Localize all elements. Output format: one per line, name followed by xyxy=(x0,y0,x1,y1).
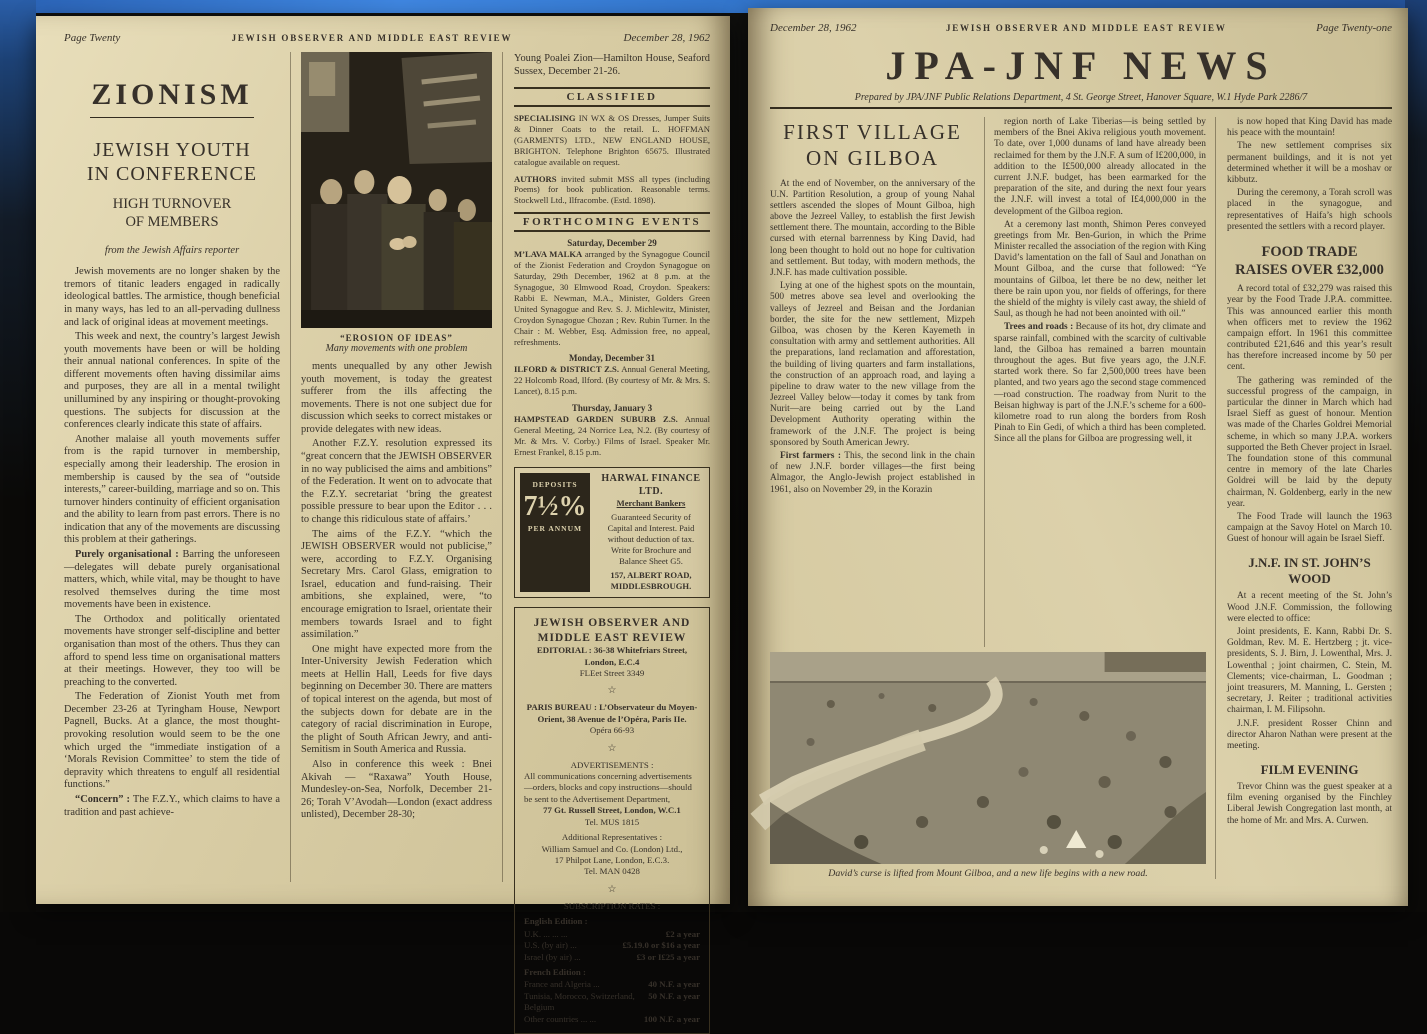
left-page xyxy=(36,16,730,1024)
left-column-2 xyxy=(290,52,502,882)
road-photo-caption: David’s curse is lifted from Mount Gilboa, and a new life begins with a new road. xyxy=(828,868,1148,879)
paragraph: region north of Lake Tiberias—is being settled by members of the Bnei Akiva religious youth movement. To date, over 1,000 dunams of land have already been reclaimed for them by the J.N.F. A sum of I£200,000, in addition to the I£500,000 already allocated in the current J.N.F. budget, has been earmarked for the preparation of the site, and during the next four years the J.N.F. will invest a total of I£4,000,000 in the development of the Gilboa region. xyxy=(994,117,1206,217)
paragraph xyxy=(64,794,280,819)
conference-photo xyxy=(301,52,492,328)
classified-ad xyxy=(514,113,710,168)
paragraph: Jewish movements are no longer shaken by the tremors of titanic leaders engaged in radically ideological battles. The armistice, though beneficial in many ways, has led to an all-pervading dullness and lack of original ideas at movement meetings. xyxy=(64,266,280,328)
subscription-region: Israel (by air) ... xyxy=(524,951,581,962)
ad-lead: SPECIALISING xyxy=(514,113,576,123)
paragraph: A record total of £32,279 was raised this year by the Food Trade J.P.A. committee. This was announced earlier this month when officers met to review the 1962 campaign effort. In 1961 this committee contributed £21,646 and this year’s result has therefore increased income by 50 per cent. xyxy=(1227,284,1392,373)
subscription-rates-title: SUBSCRIPTION RATES : xyxy=(563,900,661,911)
left-page-columns xyxy=(64,52,710,1024)
event-lead: ILFORD & DISTRICT Z.S. xyxy=(514,364,619,375)
harwal-ad-copy xyxy=(590,473,704,593)
st-johns-wood-headline: J.N.F. IN ST. JOHN’S WOOD xyxy=(1248,555,1371,587)
event-lead: M’LAVA MALKA xyxy=(514,249,583,260)
paragraph: One might have expected more from the Inter-University Jewish Federation which meets at Hellin Hall, Leeds for five days beginning on December 30. There are matters of topical interest on the agenda, but most of the subjects down for debate are in the category of racial discrimination in Europe, the plight of South African Jewry, and anti-Semitism in South America and Russia. xyxy=(301,643,492,756)
headline-line2: IN CONFERENCE xyxy=(86,163,258,185)
masthead-title-line1: JEWISH OBSERVER AND xyxy=(533,617,691,630)
paris-bureau-line2: Orient, 38 Avenue de l’Opéra, Paris IIe. xyxy=(537,713,687,724)
right-page-columns xyxy=(770,117,1206,647)
event-lead: HAMPSTEAD GARDEN SUBURB Z.S. xyxy=(514,414,678,425)
paragraph: The aims of the F.Z.Y. “which the JEWISH OBSERVER would not publicise,” were, according to F.Z.Y. Organising Secretary Mrs. Carol Glass, emigration to Israel, education and fund-raising. Their ambitions, she explained, were, “to encourage emigration to Israel, orientate their members towards Israel and to fight assimilation.” xyxy=(301,528,492,641)
right-page-left-block xyxy=(770,117,1206,879)
classified-heading: CLASSIFIED xyxy=(514,87,710,107)
paragraph-lead: First farmers : xyxy=(780,451,841,461)
paragraph: The Federation of Zionist Youth met from December 23-26 at Tyringham House, Newport Pagnell, Bucks. At a glance, the most thought-provoking resolution would seem to be the one which urged the “immediate instigation of a ‘Morals Revision Committee’ to stem the tide of depravity which threatens to engulf all residential functions.” xyxy=(64,691,280,791)
event-item xyxy=(514,364,710,397)
ad-lead: AUTHORS xyxy=(514,173,557,184)
advertisements-address: 77 Gt. Russell Street, London, W.C.1 xyxy=(543,805,681,816)
subscription-row xyxy=(524,952,700,963)
subscription-price: £2 a year xyxy=(665,928,700,939)
paris-phone: Opéra 66-93 xyxy=(589,725,635,736)
english-edition-label: English Edition : xyxy=(524,916,588,927)
gilboa-headline xyxy=(770,119,975,172)
left-column-1 xyxy=(64,52,290,882)
representatives-line1: William Samuel and Co. (London) Ltd., xyxy=(541,843,683,854)
paragraph-text: This, the second link in the chain of new J.N.F. border villages—the first being Almagor, the Anglo-Jewish project established in 1961, also on November 29, in the Korazin xyxy=(770,451,975,495)
headline-line1: JEWISH YOUTH xyxy=(93,139,251,161)
left-background-edge xyxy=(0,0,36,912)
paragraph-text: The F.Z.Y., which claims to have a tradition and past achieve- xyxy=(64,793,280,818)
right-background-edge xyxy=(1405,0,1427,912)
film-evening-headline: FILM EVENING xyxy=(1260,762,1359,778)
right-page-number: Page Twenty-one xyxy=(1316,22,1392,34)
advertiser-subtitle: Merchant Bankers xyxy=(616,498,686,509)
deposits-rate-block xyxy=(520,473,590,593)
food-trade-headline-line2: RAISES OVER £32,000 xyxy=(1235,262,1384,278)
paragraph: This week and next, the country’s largest Jewish youth movements have been or will be holding their annual national conferences. In spite of the different movements often having dissimilar aims and purposes, they are all in a mental twilight unillumined by any inspiring or thought-provoking questions. The subjects for discussion at the conferences clearly indicate this state of affairs. xyxy=(64,331,280,431)
paragraph: Trevor Chinn was the guest speaker at a film evening organised by the Finchley Liberal Jewish Congregation last month, at the home of Mr. and Mrs. A. Curwen. xyxy=(1227,782,1392,826)
masthead-rule xyxy=(770,107,1392,109)
event-date: Saturday, December 29 xyxy=(567,238,657,249)
editorial-address-line1: EDITORIAL : 36-38 Whitefriars Street, xyxy=(536,645,688,656)
masthead-title-line2: MIDDLE EAST REVIEW xyxy=(537,631,687,644)
paragraph: is now hoped that King David has made his peace with the mountain! xyxy=(1227,117,1392,139)
photo-caption-subtitle: Many movements with one problem xyxy=(325,343,468,354)
subscription-row xyxy=(524,940,700,951)
paragraph-text: Barring the unforeseen—delegates will debate purely organisational matters, which, while vital, may be thought to have resolved themselves during the time most movements have been in existence. xyxy=(64,548,281,611)
conference-photo-illustration xyxy=(301,52,492,328)
conference-listing-continuation: Young Poalei Zion—Hamilton House, Seaford Sussex, December 21-26. xyxy=(514,53,710,77)
event-item xyxy=(514,249,710,347)
paragraph xyxy=(994,322,1206,445)
left-page-date: December 28, 1962 xyxy=(623,32,710,44)
subscription-price: 40 N.F. a year xyxy=(648,979,700,990)
masthead-subtitle: Prepared by JPA/JNF Public Relations Department, 4 St. George Street, Hanover Square, W.1 Hyde Park 2286/7 xyxy=(854,92,1308,103)
subscription-row xyxy=(524,979,700,990)
paragraph: The new settlement comprises six permanent buildings, and it is not yet determined whether it will be a moshav or kibbutz. xyxy=(1227,141,1392,185)
right-page-date: December 28, 1962 xyxy=(770,22,857,34)
food-trade-headline-line1: FOOD TRADE xyxy=(1261,243,1358,260)
right-page xyxy=(748,8,1408,906)
paragraph: J.N.F. president Rosser Chinn and director Aharon Nathan were present at the meeting. xyxy=(1227,718,1392,751)
advertisements-text: All communications concerning advertisements—orders, blocks and copy instructions—should be sent to the Advertisement Department, xyxy=(524,771,692,804)
jpa-jnf-news-masthead: JPA-JNF NEWS xyxy=(885,43,1277,88)
harwal-finance-ad xyxy=(514,467,710,599)
subscription-price: £3 or I£25 a year xyxy=(636,951,700,962)
paragraph: During the ceremony, a Torah scroll was placed in the synagogue, and representatives of Haifa’s high schools presented the settlers with a record player. xyxy=(1227,188,1392,232)
subscription-row xyxy=(524,991,700,1014)
gilboa-headline-line2: ON GILBOA xyxy=(806,146,939,171)
left-page-number: Page Twenty xyxy=(64,32,121,44)
star-icon: ☆ xyxy=(607,883,617,895)
ad-address-line1: 157, ALBERT ROAD, xyxy=(610,570,692,581)
section-rule xyxy=(90,117,254,118)
subhead-line1: HIGH TURNOVER xyxy=(112,196,232,212)
event-item xyxy=(514,414,710,458)
representatives-line2: 17 Philpot Lane, London, E.C.3. xyxy=(554,855,670,865)
paragraph-lead: Trees and roads : xyxy=(1004,322,1074,333)
paragraph xyxy=(770,451,975,496)
paragraph-lead: Purely organisational : xyxy=(75,548,179,560)
subscription-region: Other countries ... ... xyxy=(524,1013,597,1024)
paragraph-lead: “Concern” : xyxy=(75,793,130,805)
right-column-2 xyxy=(984,117,1206,647)
subscription-price: 50 N.F. a year xyxy=(648,990,700,1001)
paragraph: The Orthodox and politically orientated movements have stronger self-discipline and better organisation than most of the others. Thus they can afford to spend less time on organisational matters at their meetings. However, they too will be preaching to the converted. xyxy=(64,613,280,688)
french-edition-label: French Edition : xyxy=(524,966,586,977)
article-subhead xyxy=(64,195,280,231)
paragraph: Another F.Z.Y. resolution expressed its “great concern that the JEWISH OBSERVER in no way publicised the aims and ambitions” of the Federation. It went on to advocate that the F.Z.Y. secretariat ‘bring the greatest possible pressure to bear upon the Editor . . . to change this ridiculous state of affairs.’ xyxy=(301,438,492,525)
right-column-1 xyxy=(770,117,984,647)
ad-body: Guaranteed Security of Capital and Interest. Paid without deduction of tax. Write for Brochure and Balance Sheet G5. xyxy=(607,512,695,567)
advertiser-name: HARWAL FINANCE LTD. xyxy=(601,472,701,497)
representatives-tel: Tel. MAN 0428 xyxy=(584,866,640,877)
gilboa-headline-line1: FIRST VILLAGE xyxy=(783,120,962,144)
ad-text: invited submit MSS all types (including Poems) for book publication. Reasonable terms. Stockwell Ltd., Ilfracombe. (Estd. 1898). xyxy=(514,173,710,206)
deposits-label: DEPOSITS xyxy=(532,479,578,489)
left-running-title: JEWISH OBSERVER AND MIDDLE EAST REVIEW xyxy=(231,33,513,43)
subscription-region: U.S. (by air) ... xyxy=(524,940,577,951)
paragraph-text: Because of its hot, dry climate and sparse rainfall, combined with the scarcity of cultivable land, the Gilboa has remained a barren mountain throughout the ages. But five years ago, the J.N.F. started work there. So far 2,500,000 trees have been planted, and two years ago the second stage commenced—road construction. The roadway from Nurit to the Beisan highway is part of the J.N.F.’s scheme for a 600-kilometre road to run along the borders from Rosh Pinah to Ein Gedi, of which a third has been completed. Since all the plans for Gilboa are progressing well, it xyxy=(994,322,1206,445)
advertisements-tel: Tel. MUS 1815 xyxy=(584,816,640,827)
event-text: arranged by the Synagogue Council of the Zionist Federation and Croydon Synagogue on Saturday, 29th December, 1962 at 8 p.m. at the Synagogue, 30 Elmwood Road, Croydon. Speakers: Rabbi E. Newman, M.A., Minister, Golders Green United Synagogue and Rev. S. J. Michlewitz, Minister, Croydon Synagogue Chozan ; Rev. Rubin Turner. In the Chair : M. Webber, Esq. Admission free, no appeal, refreshments. xyxy=(514,249,710,347)
ad-address-line2: MIDDLESBROUGH. xyxy=(610,581,692,592)
interest-rate: 7½% xyxy=(523,490,587,522)
subscription-region: France and Algeria ... xyxy=(524,979,600,990)
paragraph: At the end of November, on the anniversary of the U.N. Partition Resolution, a group of young Nahal settlers ascended the slopes of Mount Gilboa, high above the Jezreel Valley, to establish the first Jewish settlement there. The mountain, according to the Bible cursed with eternal barrenness by King David, had long been thought to hold out no hope for cultivation and settlement. But today, with modern methods, the J.N.F. has made cultivation possible. xyxy=(770,178,975,278)
article-headline xyxy=(64,138,280,186)
paragraph xyxy=(64,549,280,612)
subscription-region: U.K. ... ... ... xyxy=(524,928,568,939)
left-page-header xyxy=(64,32,710,44)
food-trade-headline xyxy=(1227,243,1392,279)
right-column-3 xyxy=(1215,117,1392,879)
event-date: Thursday, January 3 xyxy=(571,403,653,414)
per-annum-label: PER ANNUM xyxy=(527,523,583,533)
star-icon: ☆ xyxy=(607,742,617,754)
paragraph: At a ceremony last month, Shimon Peres conveyed greetings from Mr. Ben-Gurion, in which the Prime Minister recalled the association of the region with King David’s lamentation on the fall of Saul and Jonathan on Mount Gilboa, and the curse that followed: “Ye mountains of Gilboa, let there be no dew, neither let there be rain upon you, nor fields of offerings, for there the shield of the mighty is vilely cast away, the shield of Saul, as though he had not been anointed with oil.” xyxy=(994,219,1206,320)
right-page-header xyxy=(770,22,1392,34)
event-text: Annual General Meeting, 24 Norrice Lea, N.2. (By courtesy of Mr. & Mrs. V. Corby.) Films of Israel. Speaker Mr. Ernest Frankel, 8.15 p.m. xyxy=(514,414,710,457)
subhead-line2: OF MEMBERS xyxy=(125,214,219,231)
editorial-phone: FLEet Street 3349 xyxy=(579,667,645,678)
gilboa-road-photo xyxy=(770,652,1206,864)
advertisements-title: ADVERTISEMENTS : xyxy=(570,759,654,770)
subscription-price: 100 N.F. a year xyxy=(643,1013,700,1024)
right-running-title: JEWISH OBSERVER AND MIDDLE EAST REVIEW xyxy=(945,23,1227,33)
paragraph: ments unequalled by any other Jewish youth movement, is today the greatest sufferer from the ills affecting the movements. There is not one subject due for discussion which seeks to correct mistakes or provide delegates with new ideas. xyxy=(301,361,492,435)
representatives-title: Additional Representatives : xyxy=(561,832,663,843)
classified-ad xyxy=(514,174,710,207)
paris-bureau-line1: PARIS BUREAU : L’Observateur du Moyen- xyxy=(526,702,698,713)
paragraph: The gathering was reminded of the successful progress of the campaign, in particular the dinner in March which had Israel Sieff as guest of honour. Mention was made of the Charles Goldrei Memorial scheme, in which so many J.P.A. workers supported the Beth Chever project in Israel. The foundation stone of this communal centre in memory of the late Charles Goldrei will be laid by the deputy chairman, N. Goldenberg, early in the new year. xyxy=(1227,375,1392,509)
event-text: Annual General Meeting, 22 Holcomb Road, Ilford. (By courtesy of Mr. & Mrs. S. Lancet), 8.15 p.m. xyxy=(514,364,710,397)
paragraph: Another malaise all youth movements suffer from is the rapid turnover in membership, especially among their leadership. The erosion in membership is caused by the sea of “outside interests,” career-building, marriage and so on. This turnover hinders continuity of efficient organisation and the ability to learn from past errors. There is no indication that any of the movements are discussing this problem at their gatherings. xyxy=(64,433,280,546)
subscription-region: Tunisia, Morocco, Switzerland, Belgium xyxy=(524,990,635,1013)
star-icon: ☆ xyxy=(607,685,617,697)
event-date: Monday, December 31 xyxy=(568,353,656,364)
subscription-row xyxy=(524,1014,700,1025)
ad-text: IN WX & OS Dresses, Jumper Suits & Dinner Coats to the retail. L. HOFFMAN (GARMENTS) LTD., NEW ENGLAND HOUSE, BRIGHTON. Telephone Brighton 65675. Illustrated catalogue available on request. xyxy=(514,113,710,167)
photo-caption-title: “EROSION OF IDEAS” xyxy=(340,333,453,343)
subscription-price: £5.19.0 or $16 a year xyxy=(622,940,700,951)
byline: from the Jewish Affairs reporter xyxy=(104,245,240,257)
paragraph: The Food Trade will launch the 1963 campaign at the Savoy Hotel on March 10. Guest of honour will again be Israel Sieff. xyxy=(1227,511,1392,545)
section-title: ZIONISM xyxy=(91,78,253,111)
paragraph: At a recent meeting of the St. John’s Wood J.N.F. Commission, the following were elected to office: xyxy=(1227,591,1392,624)
masthead-info-box xyxy=(514,607,710,1034)
right-page-body xyxy=(770,117,1392,879)
subscription-row xyxy=(524,929,700,940)
gilboa-road-photo-illustration xyxy=(770,652,1206,864)
editorial-address-line2: London, E.C.4 xyxy=(584,656,640,667)
forthcoming-events-heading: FORTHCOMING EVENTS xyxy=(514,212,710,232)
paragraph: Also in conference this week : Bnei Akivah — “Raxawa” Youth House, Mundesley-on-Sea, Norfolk, December 21-26; Torah V’Avodah—London (exact address unlisted), December 28-30; xyxy=(301,758,492,821)
paragraph: Joint presidents, E. Kann, Rabbi Dr. S. Goldman, Rev. M. E. Hertzberg ; jt. vice-presidents, S. J. Birn, J. Lowenthal, Mrs. J. Lowenthal ; joint chairmen, C. Stein, M. Clements; vice-chairman, L. Goodman ; joint treasurers, M. Manning, L. Gersten ; secretary, J. Reiter ; traditional activities chairman, I. M. Filipsohn. xyxy=(1227,627,1392,716)
paragraph: Lying at one of the highest spots on the mountain, 500 metres above sea level and overlooking the valleys of Jezreel and Beisan and the Jordanian border, the site for the new settlement, Mizpeh Gilboa, was chosen by the Keren Kayemeth in consultation with army and settlement authorities. All the preparations, land reclamation and afforestation, the building of living quarters and farm installations, the construction of an approach road, and laying a pipeline to draw water to the new village from the Jezreel Valley below—today it comes by tank from Nurit—are being carried out by the Land Development Authority operating within the framework of the J.N.F. The project is being sponsored by South American Jewry. xyxy=(770,281,975,448)
left-column-3 xyxy=(502,52,710,1024)
